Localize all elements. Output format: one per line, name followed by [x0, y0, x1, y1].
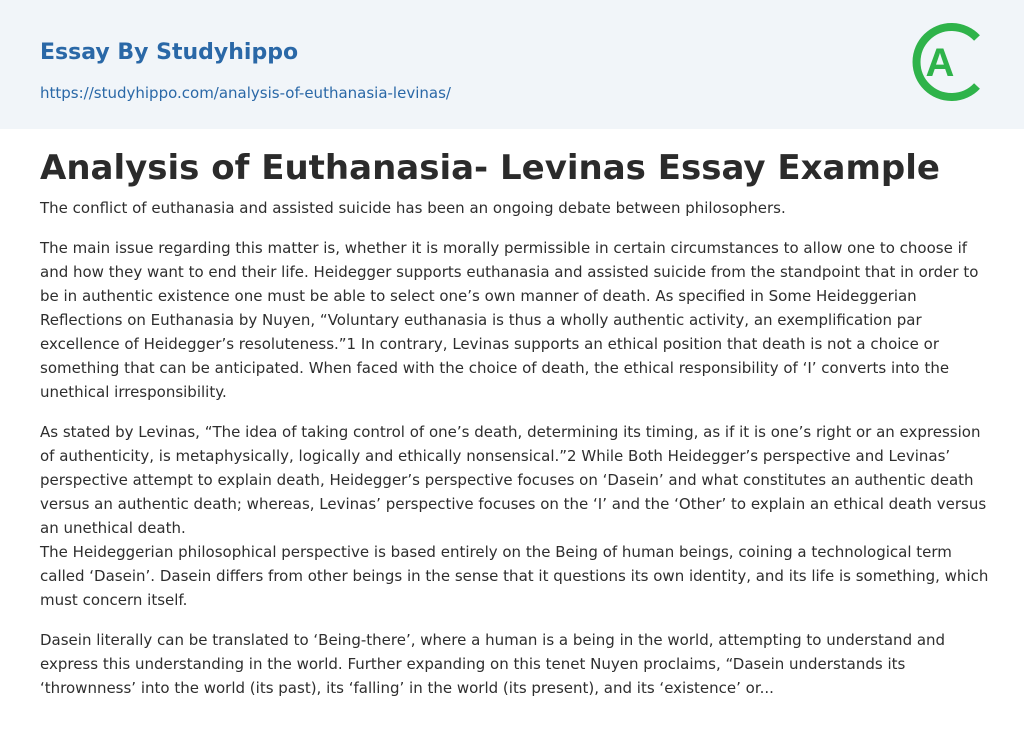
studyhippo-logo-icon[interactable]: [910, 18, 988, 106]
article-paragraph: The main issue regarding this matter is, whether it is morally permissible in certain circumstances to allow one to choose if and how they want to end their life. Heidegger supports euthanasia and assisted suicide from the standpoint that in order to be in authentic existence one must be able to select one’s own manner of death. As specified in Some Heideggerian Reflections on Euthanasia by Nuyen, “Voluntary euthanasia is thus a wholly authentic activity, an exemplification par excellence of Heidegger’s resoluteness.”1 In contrary, Levinas supports an ethical position that death is not a choice or something that can be anticipated. When faced with the choice of death, the ethical responsibility of ‘I’ converts into the unethical irresponsibility.: [40, 239, 979, 401]
article-paragraph: The Heideggerian philosophical perspective is based entirely on the Being of human beings, coining a technological term called ‘Dasein’. Dasein differs from other beings in the sense that it questions its own identity, and its life is something, which must concern itself.: [40, 543, 989, 609]
article-paragraph: As stated by Levinas, “The idea of taking control of one’s death, determining its timing, as if it is one’s right or an expression of authenticity, is metaphysically, logically and ethically nonsensical.”2 While Both Heidegger’s perspective and Levinas’ perspective attempt to explain death, Heidegger’s perspective focuses on ‘Dasein’ and what constitutes an authentic death versus an authentic death; whereas, Levinas’ perspective focuses on the ‘I’ and the ‘Other’ to explain an ethical death versus an unethical death.: [40, 423, 987, 537]
article-url-link[interactable]: https://studyhippo.com/analysis-of-euthanasia-levinas/: [40, 84, 451, 102]
article-title: Analysis of Euthanasia- Levinas Essay Example: [40, 148, 940, 188]
article-paragraph: The conflict of euthanasia and assisted suicide has been an ongoing debate between philosophers.: [40, 199, 786, 217]
article-paragraph: Dasein literally can be translated to ‘Being-there’, where a human is a being in the world, attempting to understand and express this understanding in the world. Further expanding on this tenet Nuyen proclaims, “Dasein understands its ‘thrownness’ into the world (its past), its ‘falling’ in the world (its present), and its ‘existence’ or...: [40, 631, 946, 697]
site-brand[interactable]: Essay By Studyhippo: [40, 40, 299, 65]
article-content: [40, 148, 990, 716]
site-header: [0, 0, 1024, 129]
logo-letter: A: [925, 41, 955, 85]
